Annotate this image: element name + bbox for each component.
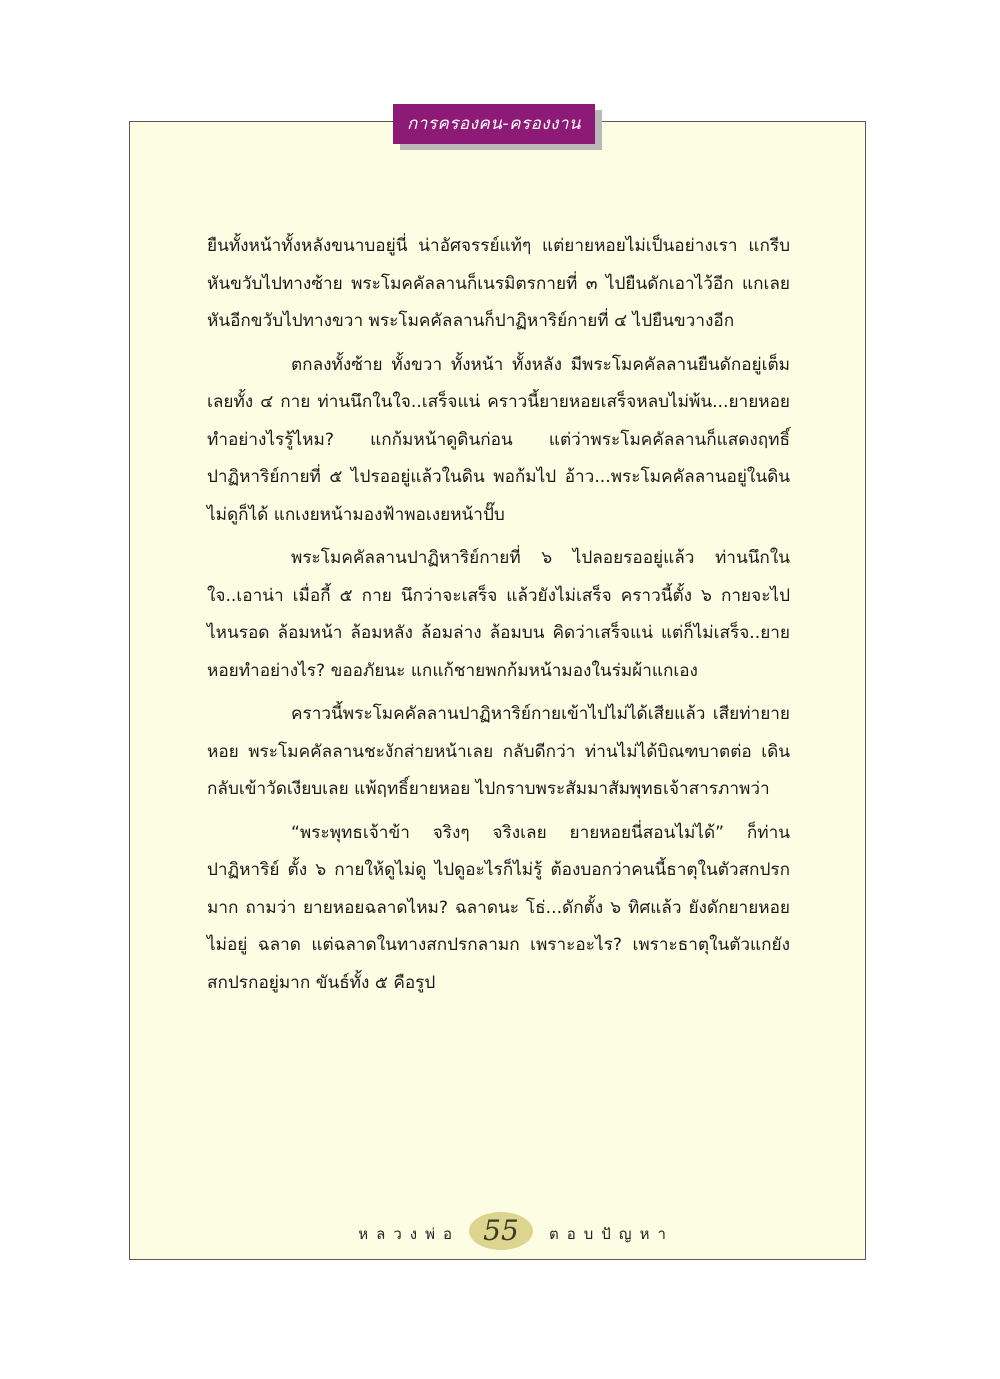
paragraph: ยืนทั้งหน้าทั้งหลังขนาบอยู่นี่ น่าอัศจรรย์แท้ๆ แต่ยายหอยไม่เป็นอย่างเรา แกรีบหันขวับไปทางซ้าย พระโมคคัลลานก็เนรมิตรกายที่ ๓ ไปยืนดักเอาไว้อีก แกเลยหันอีกขวับไปทางขวา พระโมคคัลลานก็ปาฏิหาริย์กายที่ ๔ ไปยืนขวางอีก — [207, 236, 790, 331]
footer-book-title-right: ตอบปัญหา — [549, 1225, 674, 1243]
paragraph: พระโมคคัลลานปาฏิหาริย์กายที่ ๖ ไปลอยรออยู่แล้ว ท่านนึกในใจ..เอาน่า เมื่อกี้ ๕ กาย นึกว่าจะเสร็จ แล้วยังไม่เสร็จ คราวนี้ตั้ง ๖ กายจะไปไหนรอด ล้อมหน้า ล้อมหลัง ล้อมล่าง ล้อมบน คิดว่าเสร็จแน่ แต่ก็ไม่เสร็จ..ยายหอยทำอย่างไร? ขออภัยนะ แกแก้ชายพกก้มหน้ามองในร่มผ้าแกเอง — [207, 548, 790, 681]
paragraph: คราวนี้พระโมคคัลลานปาฏิหาริย์กายเข้าไปไม่ได้เสียแล้ว เสียท่ายายหอย พระโมคคัลลานชะงักส่ายหน้าเลย กลับดีกว่า ท่านไม่ได้บิณฑบาตต่อ เดินกลับเข้าวัดเงียบเลย แพ้ฤทธิ์ยายหอย ไปกราบพระสัมมาสัมพุทธเจ้าสารภาพว่า — [207, 704, 790, 799]
page-number: 55 — [469, 1212, 533, 1250]
page-footer — [129, 1210, 866, 1254]
footer-book-title-left: หลวงพ่อ — [358, 1225, 460, 1243]
paragraph: “พระพุทธเจ้าข้า จริงๆ จริงเลย ยายหอยนี่สอนไม่ได้” ก็ท่านปาฏิหาริย์ ตั้ง ๖ กายให้ดูไม่ดู ไปดูอะไรก็ไม่รู้ ต้องบอกว่าคนนี้ธาตุในตัวสกปรกมาก ถามว่า ยายหอยฉลาดไหม? ฉลาดนะ โธ่...ดักตั้ง ๖ ทิศแล้ว ยังดักยายหอยไม่อยู่ ฉลาด แต่ฉลาดในทางสกปรกลามก เพราะอะไร? เพราะธาตุในตัวแกยังสกปรกอยู่มาก ขันธ์ทั้ง ๕ คือรูป — [207, 822, 790, 993]
chapter-header: การครองคน-ครองงาน — [393, 104, 595, 144]
paragraph: ตกลงทั้งซ้าย ทั้งขวา ทั้งหน้า ทั้งหลัง มีพระโมคคัลลานยืนดักอยู่เต็มเลยทั้ง ๔ กาย ท่านนึกในใจ..เสร็จแน่ คราวนี้ยายหอยเสร็จหลบไม่พ้น...ยายหอยทำอย่างไรรู้ไหม? แกก้มหน้าดูดินก่อน แต่ว่าพระโมคคัลลานก็แสดงฤทธิ์ปาฏิหาริย์กายที่ ๕ ไปรออยู่แล้วในดิน พอก้มไป อ้าว...พระโมคคัลลานอยู่ในดิน ไม่ดูก็ได้ แกเงยหน้ามองฟ้าพอเงยหน้าปั๊บ — [207, 354, 790, 525]
body-text — [207, 228, 790, 1008]
